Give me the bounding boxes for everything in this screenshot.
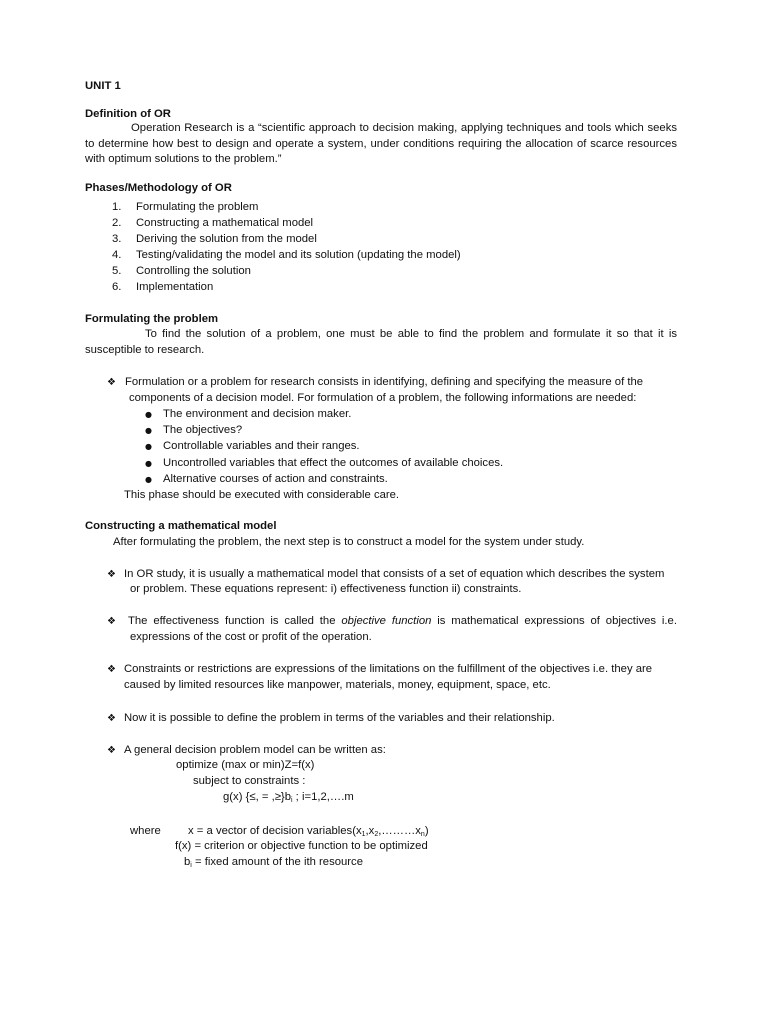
subscript: 2 [374, 831, 379, 838]
where-label: where [130, 825, 161, 837]
dot-bullet-icon: ● [145, 459, 152, 468]
subscript: i [190, 862, 192, 869]
where-f: f(x) = criterion or objective function to be optimized [175, 840, 428, 852]
formulating-paragraph: To find the solution of a problem, one must be able to find the problem and formulate it so that it is susceptible to research. [85, 328, 677, 356]
formulation-closing: This phase should be executed with considerable care. [124, 489, 400, 501]
where-x-text: ,x [365, 825, 375, 837]
where-b-text: = fixed amount of the ith resource [191, 856, 363, 868]
formulation-subitem: Uncontrolled variables that effect the outcomes of available choices. [163, 457, 504, 469]
phase-number: 5. [112, 265, 122, 277]
heading-constructing: Constructing a mathematical model [85, 520, 277, 532]
where-x-text: x = a vector of decision variables(x [188, 825, 362, 837]
constructing-bullet4: Now it is possible to define the problem in terms of the variables and their relationship. [124, 712, 555, 724]
constructing-bullet1-line1: In OR study, it is usually a mathematical model that consists of a set of equation which describes the system [124, 568, 665, 580]
phase-number: 6. [112, 281, 122, 293]
dot-bullet-icon: ● [145, 475, 152, 484]
phase-item: Controlling the solution [136, 265, 251, 277]
diamond-bullet-icon: ❖ [107, 713, 116, 724]
heading-definition: Definition of OR [85, 108, 171, 120]
constructing-bullet2-line2: expressions of the cost or profit of the operation. [130, 631, 372, 643]
where-b-text: b [184, 856, 191, 868]
constructing-bullet5: A general decision problem model can be written as: [124, 744, 386, 756]
formulation-bullet-line2: components of a decision model. For formulation of a problem, the following informations are needed: [129, 392, 637, 404]
phase-number: 1. [112, 201, 122, 213]
heading-phases: Phases/Methodology of OR [85, 182, 232, 194]
phase-item: Constructing a mathematical model [136, 217, 314, 229]
objective-function-term: objective function [341, 615, 432, 627]
where-x [188, 824, 429, 840]
heading-formulating: Formulating the problem [85, 313, 219, 325]
formulation-subitem: Alternative courses of action and constraints. [163, 473, 388, 485]
phase-item: Implementation [136, 281, 214, 293]
constructing-bullet1-line2: or problem. These equations represent: i) effectiveness function ii) constraints. [130, 583, 522, 595]
dot-bullet-icon: ● [145, 426, 152, 435]
phase-number: 4. [112, 249, 122, 261]
phase-item: Deriving the solution from the model [136, 233, 317, 245]
constructing-bullet2-line1 [128, 614, 677, 630]
phase-number: 2. [112, 217, 122, 229]
constructing-intro: After formulating the problem, the next step is to construct a model for the system under study. [113, 536, 585, 548]
model-optimize: optimize (max or min)Z=f(x) [176, 759, 315, 771]
constructing-bullet3-line2: caused by limited resources like manpower, materials, money, equipment, space, etc. [124, 679, 551, 691]
model-constraint [223, 790, 354, 806]
constraint-text: g(x) {≤, = ,≥}b [223, 791, 291, 803]
where-b [184, 855, 363, 871]
diamond-bullet-icon: ❖ [107, 377, 116, 388]
formulation-subitem: The environment and decision maker. [163, 408, 352, 420]
b2-text: The effectiveness function is called the [128, 615, 342, 627]
subscript: n [420, 831, 425, 838]
diamond-bullet-icon: ❖ [107, 569, 116, 580]
b2-text-end: is mathematical expressions of objectives i.e. [431, 615, 677, 627]
formulation-bullet-line1: Formulation or a problem for research consists in identifying, defining and specifying the measure of the [125, 376, 644, 388]
where-x-text: ) [424, 825, 429, 837]
unit-title: UNIT 1 [85, 80, 121, 92]
definition-paragraph: Operation Research is a “scientific approach to decision making, applying techniques and tools which seeks to determine how best to design and operate a system, under conditions requiring the allocation of scarce resources with optimum solutions to the problem.” [85, 122, 677, 166]
formulation-subitem: Controllable variables and their ranges. [163, 440, 360, 452]
constructing-bullet3-line1: Constraints or restrictions are expressions of the limitations on the fulfillment of the objectives i.e. they are [124, 663, 653, 675]
where-x-text: ,………x [378, 825, 421, 837]
phase-number: 3. [112, 233, 122, 245]
dot-bullet-icon: ● [145, 410, 152, 419]
constraint-subscript: i [290, 797, 293, 804]
phase-item: Testing/validating the model and its solution (updating the model) [136, 249, 461, 261]
constraint-range: ; i=1,2,….m [292, 791, 354, 803]
subscript: 1 [361, 831, 366, 838]
dot-bullet-icon: ● [145, 442, 152, 451]
diamond-bullet-icon: ❖ [107, 664, 116, 675]
diamond-bullet-icon: ❖ [107, 616, 116, 627]
diamond-bullet-icon: ❖ [107, 745, 116, 756]
phase-item: Formulating the problem [136, 201, 259, 213]
model-subject: subject to constraints : [193, 775, 306, 787]
formulation-subitem: The objectives? [163, 424, 243, 436]
